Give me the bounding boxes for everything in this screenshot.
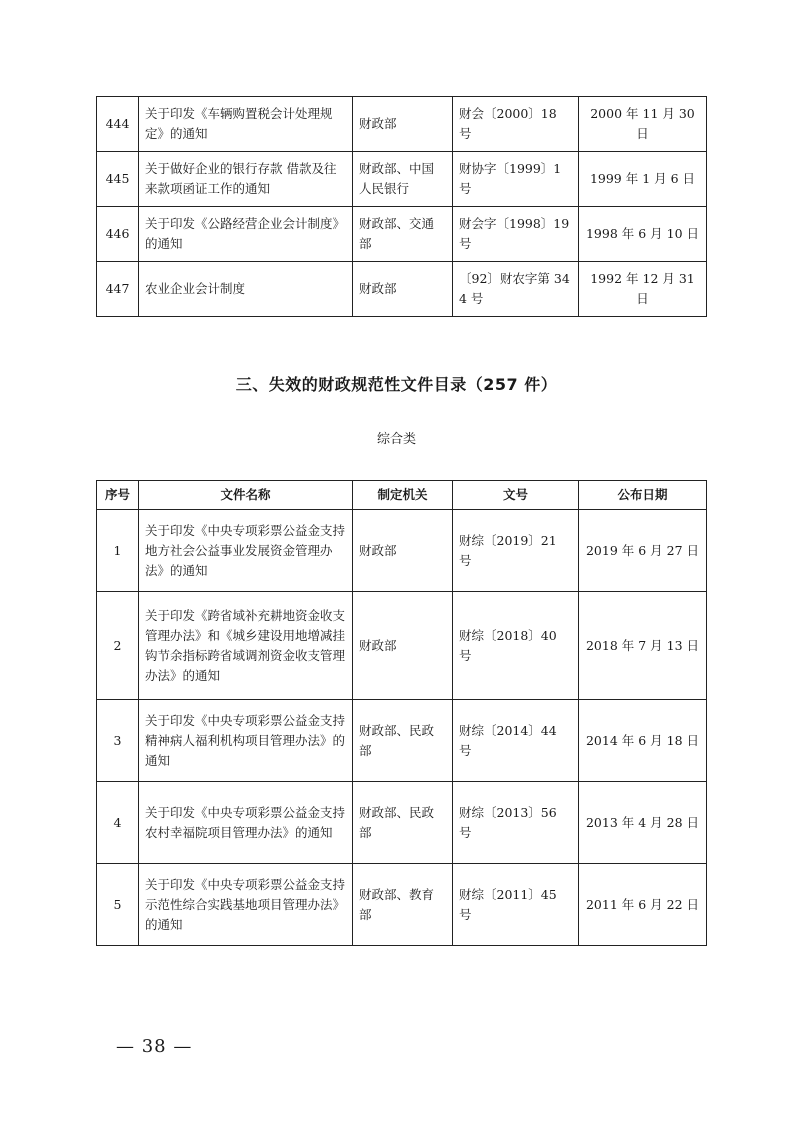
header-doc-name: 文件名称 (139, 481, 353, 510)
section-title: 三、失效的财政规范性文件目录（257 件） (235, 375, 558, 394)
issuer-cell: 财政部、交通部 (353, 207, 453, 262)
table-row (97, 782, 707, 864)
seq-cell: 3 (97, 700, 139, 782)
issuer-cell: 财政部、民政部 (353, 700, 453, 782)
date-cell: 2019 年 6 月 27 日 (579, 510, 707, 592)
table-row (97, 152, 707, 207)
category-label: 综合类 (376, 432, 416, 447)
doc-name-cell: 关于做好企业的银行存款 借款及往来款项函证工作的通知 (139, 152, 353, 207)
doc-number-cell: 财会〔2000〕18 号 (453, 97, 579, 152)
date-cell: 1999 年 1 月 6 日 (579, 152, 707, 207)
table-row (97, 510, 707, 592)
seq-cell: 1 (97, 510, 139, 592)
doc-name-cell: 关于印发《中央专项彩票公益金支持地方社会公益事业发展资金管理办法》的通知 (139, 510, 353, 592)
continued-document-table (96, 96, 707, 317)
table-row (97, 864, 707, 946)
seq-cell: 2 (97, 592, 139, 700)
doc-name-cell: 关于印发《公路经营企业会计制度》的通知 (139, 207, 353, 262)
table-row (97, 700, 707, 782)
issuer-cell: 财政部 (353, 97, 453, 152)
doc-name-cell: 关于印发《车辆购置税会计处理规定》的通知 (139, 97, 353, 152)
header-date: 公布日期 (579, 481, 707, 510)
seq-cell: 4 (97, 782, 139, 864)
table-row (97, 592, 707, 700)
issuer-cell: 财政部 (353, 592, 453, 700)
date-cell: 2018 年 7 月 13 日 (579, 592, 707, 700)
date-cell: 2011 年 6 月 22 日 (579, 864, 707, 946)
doc-name-cell: 农业企业会计制度 (139, 262, 353, 317)
issuer-cell: 财政部、民政部 (353, 782, 453, 864)
invalid-documents-table (96, 480, 707, 946)
issuer-cell: 财政部 (353, 510, 453, 592)
doc-number-cell: 〔92〕财农字第 344 号 (453, 262, 579, 317)
date-cell: 1992 年 12 月 31 日 (579, 262, 707, 317)
doc-name-cell: 关于印发《中央专项彩票公益金支持精神病人福利机构项目管理办法》的通知 (139, 700, 353, 782)
seq-cell: 5 (97, 864, 139, 946)
header-doc-number: 文号 (453, 481, 579, 510)
table-header-row (97, 481, 707, 510)
doc-number-cell: 财会字〔1998〕19 号 (453, 207, 579, 262)
seq-cell: 445 (97, 152, 139, 207)
doc-number-cell: 财综〔2018〕40 号 (453, 592, 579, 700)
doc-name-cell: 关于印发《中央专项彩票公益金支持示范性综合实践基地项目管理办法》的通知 (139, 864, 353, 946)
seq-cell: 447 (97, 262, 139, 317)
date-cell: 1998 年 6 月 10 日 (579, 207, 707, 262)
doc-name-cell: 关于印发《跨省域补充耕地资金收支管理办法》和《城乡建设用地增减挂钩节余指标跨省域调剂资金收支管理办法》的通知 (139, 592, 353, 700)
doc-name-cell: 关于印发《中央专项彩票公益金支持农村幸福院项目管理办法》的通知 (139, 782, 353, 864)
doc-number-cell: 财综〔2013〕56 号 (453, 782, 579, 864)
table-row (97, 97, 707, 152)
date-cell: 2000 年 11 月 30 日 (579, 97, 707, 152)
doc-number-cell: 财综〔2011〕45 号 (453, 864, 579, 946)
table-row (97, 207, 707, 262)
seq-cell: 444 (97, 97, 139, 152)
issuer-cell: 财政部 (353, 262, 453, 317)
header-issuer: 制定机关 (353, 481, 453, 510)
doc-number-cell: 财综〔2019〕21 号 (453, 510, 579, 592)
issuer-cell: 财政部、教育部 (353, 864, 453, 946)
page-number: — 38 — (116, 1036, 193, 1057)
seq-cell: 446 (97, 207, 139, 262)
date-cell: 2014 年 6 月 18 日 (579, 700, 707, 782)
header-seq: 序号 (97, 481, 139, 510)
doc-number-cell: 财协字〔1999〕1 号 (453, 152, 579, 207)
doc-number-cell: 财综〔2014〕44 号 (453, 700, 579, 782)
issuer-cell: 财政部、中国人民银行 (353, 152, 453, 207)
table-row (97, 262, 707, 317)
date-cell: 2013 年 4 月 28 日 (579, 782, 707, 864)
